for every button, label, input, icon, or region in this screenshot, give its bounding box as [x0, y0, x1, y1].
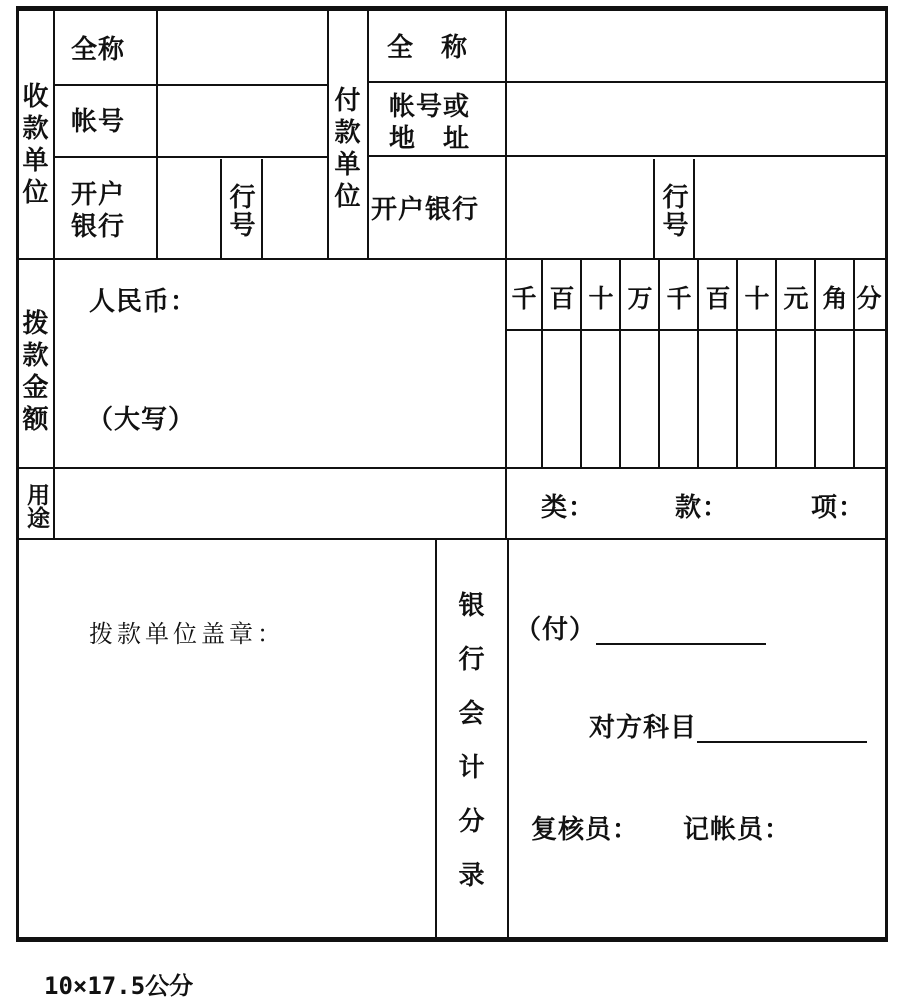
digit-header: 元	[783, 284, 809, 313]
divider	[55, 156, 329, 158]
digit-header: 角	[822, 284, 848, 313]
payee-bank-label	[71, 179, 125, 243]
payee-full-name-label: 全称	[71, 35, 126, 65]
digit-header: 千	[666, 284, 692, 313]
divider	[507, 329, 885, 331]
amount-side-label: 拨款金额	[18, 309, 48, 437]
digit-header: 十	[588, 284, 614, 313]
payee-side-label: 收款单位	[18, 82, 48, 210]
category-label: 类：	[541, 493, 596, 523]
payer-account-label	[389, 91, 470, 155]
divider	[507, 540, 509, 942]
divider	[261, 159, 263, 258]
divider	[53, 11, 55, 258]
payer-full-name-label: 全 称	[387, 33, 469, 63]
paid-line	[515, 615, 766, 645]
digit-header: 分	[856, 284, 882, 313]
capital-label: （大写）	[87, 405, 196, 435]
paid-label: （付）	[515, 615, 597, 645]
divider	[369, 155, 885, 157]
digit-header: 十	[744, 284, 770, 313]
accounting-side-label: 银行会计分录	[454, 591, 484, 915]
divider	[55, 84, 329, 86]
bookkeeper-label: 记帐员：	[683, 815, 792, 845]
subitem-label: 项：	[811, 493, 866, 523]
rmb-label: 人民币：	[89, 287, 198, 317]
counter-account-underline	[697, 717, 867, 743]
digit-header: 百	[705, 284, 731, 313]
payer-side-label: 付款单位	[330, 86, 360, 214]
divider	[19, 258, 885, 260]
digit-header: 万	[627, 284, 653, 313]
payee-account-label: 帐号	[71, 107, 126, 137]
divider	[369, 81, 885, 83]
divider	[505, 11, 507, 258]
divider	[156, 11, 158, 258]
payer-account-label-line1: 帐号或	[389, 92, 471, 122]
divider	[53, 260, 55, 467]
counter-account-label: 对方科目	[589, 713, 698, 743]
paid-underline	[596, 619, 766, 645]
digit-header: 千	[511, 284, 537, 313]
payer-account-label-line2: 地 址	[389, 124, 471, 154]
seal-label: 拨款单位盖章：	[89, 620, 285, 648]
digit-header: 百	[549, 284, 575, 313]
item-label: 款：	[675, 493, 730, 523]
divider	[367, 11, 369, 258]
divider	[693, 159, 695, 258]
divider	[435, 540, 437, 942]
divider	[19, 538, 885, 540]
divider	[19, 467, 885, 469]
purpose-side-label: 用途	[23, 483, 49, 529]
payer-bank-no-label: 行号	[658, 183, 688, 239]
allocation-form	[16, 6, 888, 942]
reviewer-label: 复核员：	[531, 815, 640, 845]
payee-bank-label-line2: 银行	[71, 212, 126, 242]
payee-bank-no-label: 行号	[225, 183, 255, 239]
size-note: 10×17.5公分	[44, 972, 194, 1000]
divider	[53, 469, 55, 538]
payer-bank-label: 开户银行	[371, 195, 480, 225]
divider	[653, 159, 655, 258]
divider	[505, 469, 507, 538]
counter-account-line	[589, 713, 867, 743]
payee-bank-label-line1: 开户	[71, 180, 126, 210]
divider	[220, 159, 222, 258]
